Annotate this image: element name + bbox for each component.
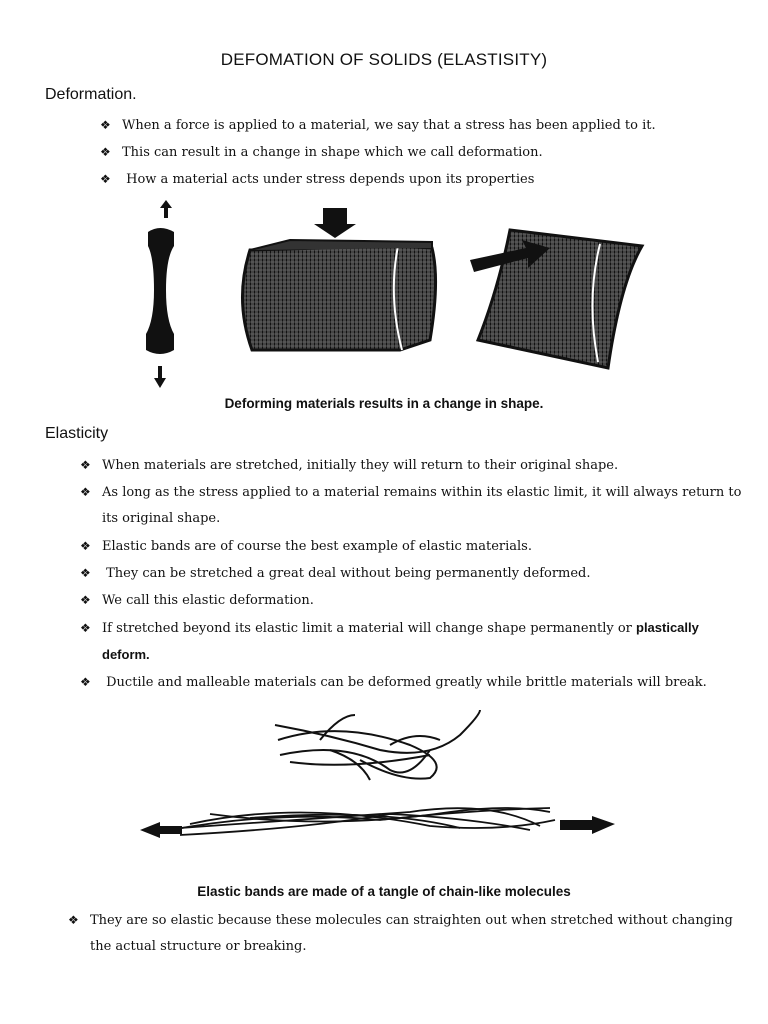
bullet-text: When a force is applied to a material, we say that a stress has been applied to it.	[122, 118, 656, 133]
bullet-continuation-text: the actual structure or breaking.	[90, 939, 307, 954]
bullet-symbol: ❖	[80, 621, 91, 635]
bullet-item	[68, 911, 733, 930]
bold-term-continuation: deform.	[102, 647, 150, 662]
bullet-item	[80, 483, 741, 502]
bullet-item	[80, 456, 618, 475]
stretched-chains	[152, 808, 555, 835]
bullet-item	[100, 170, 534, 189]
figure-caption-elasticity: Elastic bands are made of a tangle of chain-like molecules	[197, 884, 571, 899]
bullet-symbol: ❖	[80, 593, 91, 607]
bullet-symbol: ❖	[100, 118, 111, 132]
bullet-text: How a material acts under stress depends upon its properties	[122, 172, 535, 187]
bullet-symbol: ❖	[100, 172, 111, 186]
bullet-symbol: ❖	[68, 913, 79, 927]
figure-caption-deformation: Deforming materials results in a change in shape.	[224, 396, 544, 411]
bullet-item	[80, 673, 707, 692]
bullet-symbol: ❖	[80, 566, 91, 580]
sheared-block-figure	[470, 230, 642, 368]
bullet-item	[100, 143, 543, 162]
bullet-text: We call this elastic deformation.	[102, 593, 314, 608]
bullet-text: If stretched beyond its elastic limit a material will change shape permanently or	[102, 621, 636, 636]
bullet-symbol: ❖	[80, 458, 91, 472]
bullet-item	[80, 537, 532, 556]
bullet-text: As long as the stress applied to a material remains within its elastic limit, it will always return to	[102, 485, 742, 500]
right-arrow-icon	[560, 816, 615, 834]
compressed-block-figure	[242, 208, 435, 350]
bullet-item	[80, 619, 699, 638]
tangled-chains	[275, 710, 480, 780]
bullet-text: They can be stretched a great deal without being permanently deformed.	[102, 566, 591, 581]
bullet-symbol: ❖	[100, 145, 111, 159]
stretched-bar-figure	[146, 200, 174, 388]
bullet-symbol: ❖	[80, 675, 91, 689]
bullet-symbol: ❖	[80, 539, 91, 553]
bullet-item	[100, 116, 656, 135]
bullet-text: This can result in a change in shape which we call deformation.	[122, 145, 543, 160]
bullet-continuation-text: its original shape.	[102, 511, 221, 526]
page-title: DEFOMATION OF SOLIDS (ELASTISITY)	[220, 50, 548, 69]
left-arrow-icon	[140, 822, 182, 838]
bullet-text: When materials are stretched, initially they will return to their original shape.	[102, 458, 619, 473]
bullet-text: Elastic bands are of course the best example of elastic materials.	[102, 539, 532, 554]
bold-term: plastically	[636, 620, 699, 635]
deformation-illustration	[130, 200, 670, 390]
section-heading-deformation: Deformation.	[45, 86, 137, 103]
bullet-symbol: ❖	[80, 485, 91, 499]
bullet-text: Ductile and malleable materials can be deformed greatly while brittle materials will break.	[102, 675, 707, 690]
bullet-item	[80, 564, 591, 583]
section-heading-elasticity: Elasticity	[45, 425, 109, 442]
bullet-text: They are so elastic because these molecules can straighten out when stretched without changing	[90, 913, 733, 928]
bullet-item	[80, 591, 314, 610]
molecule-chains-illustration	[130, 700, 630, 870]
